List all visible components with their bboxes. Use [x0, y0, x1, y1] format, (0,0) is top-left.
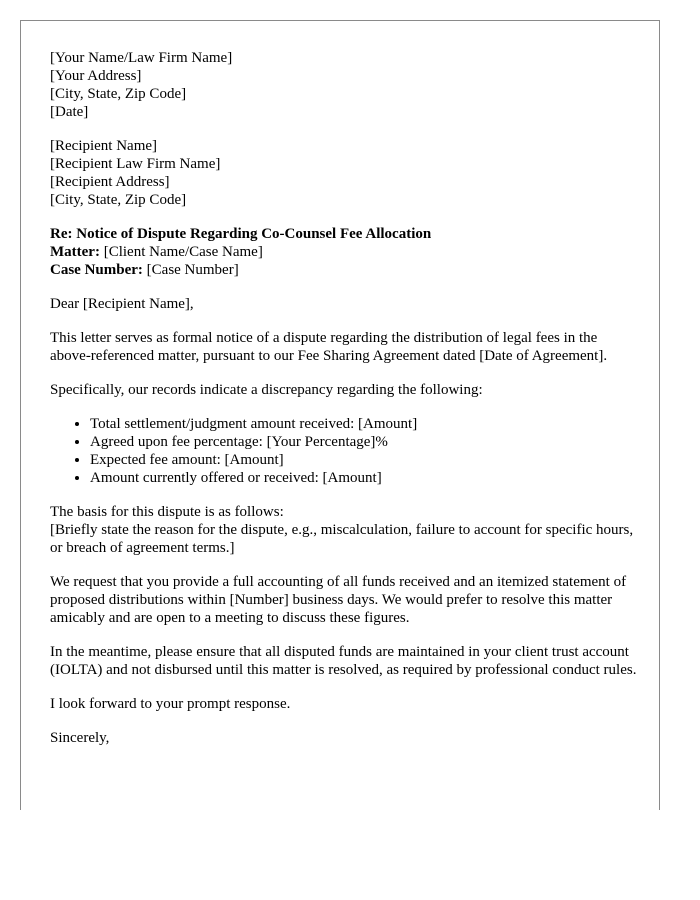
trust-paragraph: In the meantime, please ensure that all disputed funds are maintained in your client trust account (IOLTA) and not disbursed until this matter is resolved, as required by professional conduct rules.: [50, 644, 637, 678]
salutation: Dear [Recipient Name],: [50, 296, 194, 312]
sender-block: [50, 49, 638, 121]
list-item: • Agreed upon fee percentage: [Your Percentage]%: [90, 433, 638, 451]
list-item: • Expected fee amount: [Amount]: [90, 451, 638, 469]
case-number-label: Case Number:: [50, 262, 143, 278]
letter-date: [Date]: [50, 104, 89, 120]
letter-body: [50, 49, 638, 763]
closing-line: I look forward to your prompt response.: [50, 696, 291, 712]
discrepancy-paragraph: Specifically, our records indicate a discrepancy regarding the following:: [50, 382, 483, 398]
subject-line: Re: Notice of Dispute Regarding Co-Counsel Fee Allocation: [50, 226, 432, 242]
basis-paragraph: [50, 503, 638, 557]
matter-label: Matter:: [50, 244, 100, 260]
request-paragraph: We request that you provide a full accounting of all funds received and an itemized statement of proposed distributions within [Number] business days. We would prefer to resolve this matter amicably and are open to a meeting to discuss these figures.: [50, 574, 627, 626]
sender-name: [Your Name/Law Firm Name]: [50, 50, 233, 66]
recipient-firm: [Recipient Law Firm Name]: [50, 156, 221, 172]
discrepancy-list: [50, 415, 638, 487]
matter-line: [50, 243, 638, 261]
basis-intro: The basis for this dispute is as follows:: [50, 504, 284, 520]
recipient-name: [Recipient Name]: [50, 138, 158, 154]
recipient-address: [Recipient Address]: [50, 174, 170, 190]
letter-page: [20, 20, 660, 810]
matter-value: [Client Name/Case Name]: [99, 244, 263, 260]
list-item: • Total settlement/judgment amount received: [Amount]: [90, 415, 638, 433]
intro-paragraph: This letter serves as formal notice of a dispute regarding the distribution of legal fees in the above-referenced matter, pursuant to our Fee Sharing Agreement dated [Date of Agreement].: [50, 330, 608, 364]
subject-block: [50, 225, 638, 279]
sender-city-state-zip: [City, State, Zip Code]: [50, 86, 187, 102]
signoff: Sincerely,: [50, 730, 110, 746]
sender-address: [Your Address]: [50, 68, 142, 84]
case-number-line: [50, 261, 638, 279]
basis-detail: [Briefly state the reason for the dispute, e.g., miscalculation, failure to account for specific hours, or breach of agreement terms.]: [50, 522, 634, 556]
recipient-block: [50, 137, 638, 209]
case-number-value: [Case Number]: [142, 262, 239, 278]
list-item: • Amount currently offered or received: [Amount]: [90, 469, 638, 487]
recipient-city-state-zip: [City, State, Zip Code]: [50, 192, 187, 208]
